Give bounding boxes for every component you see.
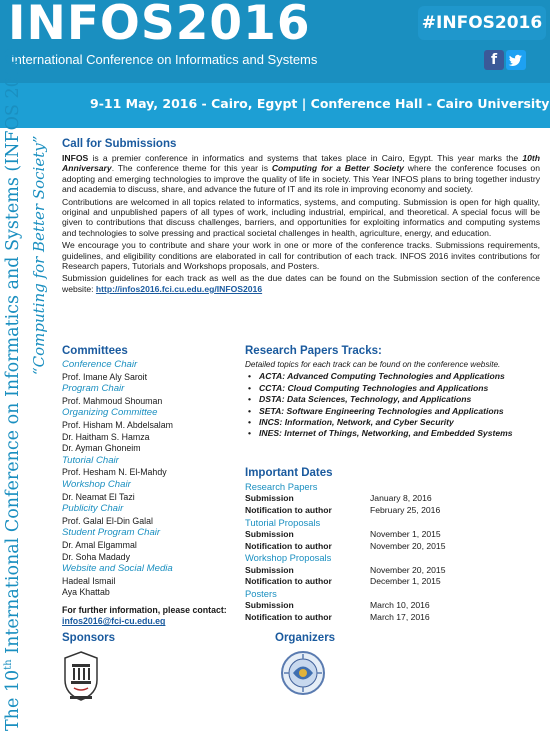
track-item: • INCS: Information, Network, and Cyber Security — [245, 417, 540, 428]
date-value: November 20, 2015 — [370, 564, 446, 575]
sponsors-title: Sponsors — [62, 632, 116, 644]
date-label: Submission — [245, 600, 294, 611]
date-label: Submission — [245, 529, 294, 539]
dates-location-line: 9-11 May, 2016 - Cairo, Egypt | Conference Hall - Cairo University — [90, 96, 550, 111]
track-item: • ACTA: Advanced Computing Technologies and Applications — [245, 371, 540, 382]
important-dates-section — [245, 466, 540, 623]
date-row — [245, 612, 540, 624]
facebook-icon[interactable]: f — [484, 50, 504, 70]
date-row — [245, 576, 540, 588]
research-tracks-section — [245, 344, 540, 440]
committee-member: Dr. Amal Elgammal — [62, 539, 137, 550]
contact-label: For further information, please contact: — [62, 604, 227, 615]
committee-role: Student Program Chair — [62, 527, 161, 539]
committee-list — [62, 359, 240, 599]
call-for-submissions — [62, 137, 540, 296]
date-group-title: Workshop Proposals — [245, 552, 332, 564]
date-value: December 1, 2015 — [370, 576, 441, 587]
committee-member: Dr. Neamat El Tazi — [62, 491, 135, 502]
committee-member: Prof. Mahmoud Shouman — [62, 395, 163, 406]
committee-member: Prof. Hisham M. Abdelsalam — [62, 419, 173, 430]
committee-role: Tutorial Chair — [62, 454, 119, 466]
conference-subtitle: International Conference on Informatics and Systems — [11, 52, 318, 67]
committee-member: Prof. Galal El-Din Galal — [62, 515, 153, 526]
organizers-title: Organizers — [275, 632, 336, 644]
committee-role: Conference Chair — [62, 359, 138, 370]
committee-role: Publicity Chair — [62, 503, 124, 515]
cairo-university-logo-icon — [62, 650, 100, 704]
tracks-list — [245, 371, 540, 439]
dates-list — [245, 481, 540, 623]
tracks-note: Detailed topics for each track can be found on the conference website. — [245, 360, 501, 369]
fci-logo-icon — [280, 650, 326, 696]
date-label: Notification to author — [245, 505, 332, 515]
call-paragraph-4: Submission guidelines for each track as well as the due dates can be found on the Submission section of the conference website: http://infos2016.fci.cu.edu.eg/INFOS2016 — [62, 273, 540, 294]
committee-member: Prof. Imane Aly Saroit — [62, 371, 148, 382]
contact-email-link[interactable]: infos2016@fci-cu.edu.eg — [62, 616, 166, 627]
committee-member: Prof. Hesham N. El-Mahdy — [62, 467, 167, 478]
date-label: Notification to author — [245, 576, 332, 587]
date-value: November 20, 2015 — [370, 540, 446, 551]
call-title: Call for Submissions — [62, 138, 177, 150]
date-row — [245, 505, 540, 517]
date-group-title: Research Papers — [245, 481, 318, 492]
twitter-icon[interactable] — [506, 50, 526, 70]
dates-title: Important Dates — [245, 467, 333, 479]
date-value: January 8, 2016 — [370, 493, 432, 504]
date-row — [245, 529, 540, 541]
committees-section — [62, 344, 240, 628]
conference-website-link[interactable]: http://infos2016.fci.cu.edu.eg/INFOS2016 — [95, 283, 263, 294]
tracks-title: Research Papers Tracks: — [245, 345, 382, 357]
date-value: March 17, 2016 — [370, 611, 430, 622]
committees-title: Committees — [62, 345, 128, 357]
call-paragraph-3: We encourage you to contribute and share your work in one or more of the conference tracks. Submissions requirements, guidelines, and eligibility conditions are elaborated in call for contribution of each track. INFOS 2016 invites contributions for Research papers, Tutorials and Workshops proposals, and Posters. — [62, 240, 540, 272]
committee-role: Workshop Chair — [62, 478, 131, 490]
track-item: • SETA: Software Engineering Technologies and Applications — [245, 406, 540, 417]
date-row — [245, 541, 540, 553]
date-label: Submission — [245, 493, 294, 504]
date-row — [245, 600, 540, 612]
vertical-side-panel — [0, 47, 60, 731]
committee-member: Dr. Soha Madady — [62, 551, 130, 562]
committee-role: Website and Social Media — [62, 563, 173, 575]
committee-member: Hadeal Ismail — [62, 575, 116, 586]
track-item: • DSTA: Data Sciences, Technology, and Applications — [245, 394, 540, 405]
hashtag-badge: #INFOS2016 — [418, 6, 546, 40]
date-label: Notification to author — [245, 540, 332, 551]
call-paragraph-1: INFOS is a premier conference in informatics and systems that takes place in Cairo, Egypt. This year marks the 10th Anniversary. The conference theme for this year is Computing for a Better Society where the conference focuses on adopting and emerging technologies to improve the quality of life in society. This Year INFOS plans to bring together industry and academia to discuss, share, and advance the future of IT and its role in improving economy and society. — [62, 153, 540, 195]
date-value: February 25, 2016 — [370, 505, 441, 515]
date-value: March 10, 2016 — [370, 600, 430, 611]
committee-member: Aya Khattab — [62, 587, 110, 598]
date-group-title: Tutorial Proposals — [245, 516, 321, 528]
date-value: November 1, 2015 — [370, 529, 441, 539]
committee-role: Program Chair — [62, 383, 125, 395]
committee-role: Organizing Committee — [62, 407, 158, 419]
date-label: Submission — [245, 564, 294, 575]
conference-logo: INFOS2016 — [8, 0, 311, 51]
track-item: • INES: Internet of Things, Networking, and Embedded Systems — [245, 428, 540, 439]
date-group-title: Posters — [245, 587, 277, 599]
twitter-bird-icon — [506, 50, 526, 70]
committee-member: Dr. Ayman Ghoneim — [62, 443, 141, 454]
committee-member: Dr. Haitham S. Hamza — [62, 431, 150, 442]
date-label: Notification to author — [245, 611, 332, 622]
header-banner — [0, 0, 550, 128]
call-paragraph-2: Contributions are welcomed in all topics related to informatics, systems, and computing. Submission is open for high quality, original and unpublished papers of all types of work, including industrial, empirical, and theoretical. A special focus will be given to contributions that discuss challenges, barriers, and opportunities for exploiting informatics and computing systems and technologies to solve pressing and practical societal challenges in health, agriculture, energy, and education. — [62, 196, 540, 238]
track-item: • CCTA: Cloud Computing Technologies and Applications — [245, 383, 540, 394]
vertical-motto: “Computing for Better Society” — [30, 135, 48, 375]
date-row — [245, 493, 540, 505]
date-row — [245, 565, 540, 577]
vertical-conference-name: The 10th International Conference on Informatics and Systems (INFOS 2016) — [3, 47, 23, 731]
